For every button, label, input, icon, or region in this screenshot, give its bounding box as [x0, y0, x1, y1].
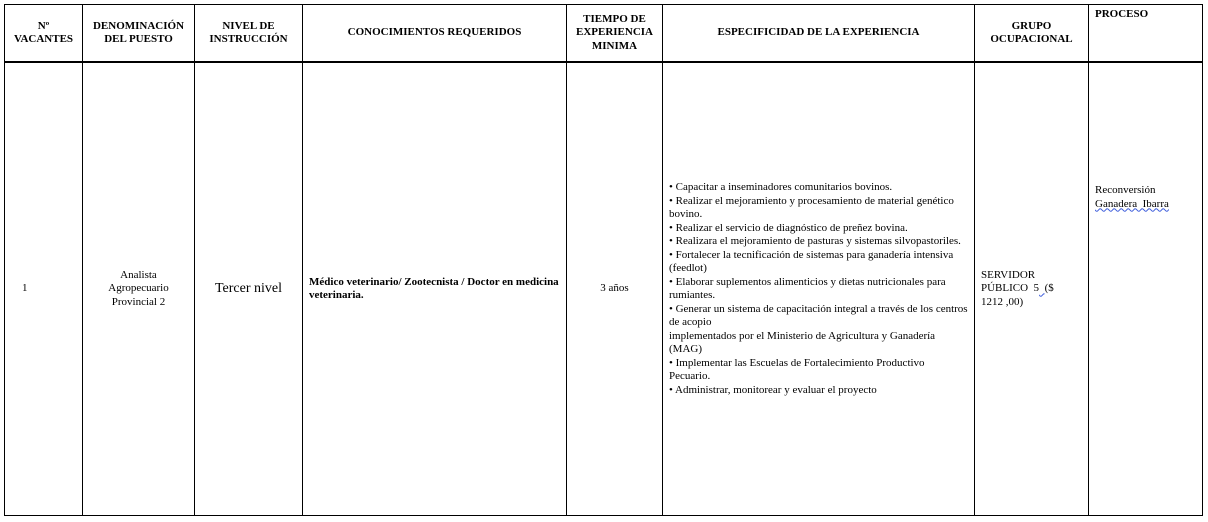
experience-item: • Generar un sistema de capacitación integral a través de los centros de acopio [669, 302, 968, 328]
experience-item: • Elaborar suplementos alimenticios y dietas nutricionales para rumiantes. [669, 275, 946, 301]
header-vacantes: Nº VACANTES [5, 5, 83, 63]
header-grupo: GRUPO OCUPACIONAL [975, 5, 1089, 63]
experience-item: implementados por el Ministerio de Agricultura y Ganadería (MAG) [669, 329, 936, 355]
cell-especificidad [663, 62, 975, 516]
grupo-line-3: 1212 ,00) [981, 295, 1024, 308]
experience-item: • Capacitar a inseminadores comunitarios bovinos. [669, 181, 893, 193]
experience-item: • Fortalecer la tecnificación de sistemas para ganadería intensiva (feedlot) [669, 248, 954, 274]
cell-vacantes: 1 [5, 62, 83, 516]
cell-nivel: Tercer nivel [195, 62, 303, 516]
grupo-line-2-start: PÚBLICO 5 [981, 282, 1040, 295]
proceso-line-2: Ganadera Ibarra [1095, 197, 1169, 210]
grupo-line-2-end: ($ [1044, 282, 1054, 295]
experience-item: • Realizar el mejoramiento y procesamiento de material genético bovino. [669, 194, 954, 220]
table-header-row [5, 5, 1203, 63]
job-table-container [4, 4, 1202, 516]
experience-item: • Realizara el mejoramiento de pasturas y sistemas silvopastoriles. [669, 235, 961, 247]
header-especificidad: ESPECIFICIDAD DE LA EXPERIENCIA [663, 5, 975, 63]
grupo-line-2 [981, 282, 1082, 296]
experience-item: • Implementar las Escuelas de Fortalecimiento Productivo Pecuario. [669, 356, 925, 382]
proceso-line-1: Reconversión [1095, 184, 1156, 196]
job-requirements-table [4, 4, 1203, 516]
cell-conocimientos: Médico veterinario/ Zootecnista / Doctor en medicina veterinaria. [303, 62, 567, 516]
experience-item: • Administrar, monitorear y evaluar el proyecto [669, 383, 877, 396]
cell-tiempo: 3 años [567, 62, 663, 516]
experience-item: • Realizar el servicio de diagnóstico de preñez bovina. [669, 221, 908, 234]
header-nivel: NIVEL DE INSTRUCCIÓN [195, 5, 303, 63]
header-conocimientos: CONOCIMIENTOS REQUERIDOS [303, 5, 567, 63]
header-tiempo: TIEMPO DE EXPERIENCIA MINIMA [567, 5, 663, 63]
cell-denominacion: Analista Agropecuario Provincial 2 [83, 62, 195, 516]
header-denominacion: DENOMINACIÓN DEL PUESTO [83, 5, 195, 63]
table-row [5, 62, 1203, 516]
cell-proceso [1089, 62, 1203, 516]
cell-grupo [975, 62, 1089, 516]
grupo-line-1: SERVIDOR [981, 268, 1036, 281]
experience-list [669, 181, 968, 397]
header-proceso: PROCESO [1089, 5, 1203, 63]
